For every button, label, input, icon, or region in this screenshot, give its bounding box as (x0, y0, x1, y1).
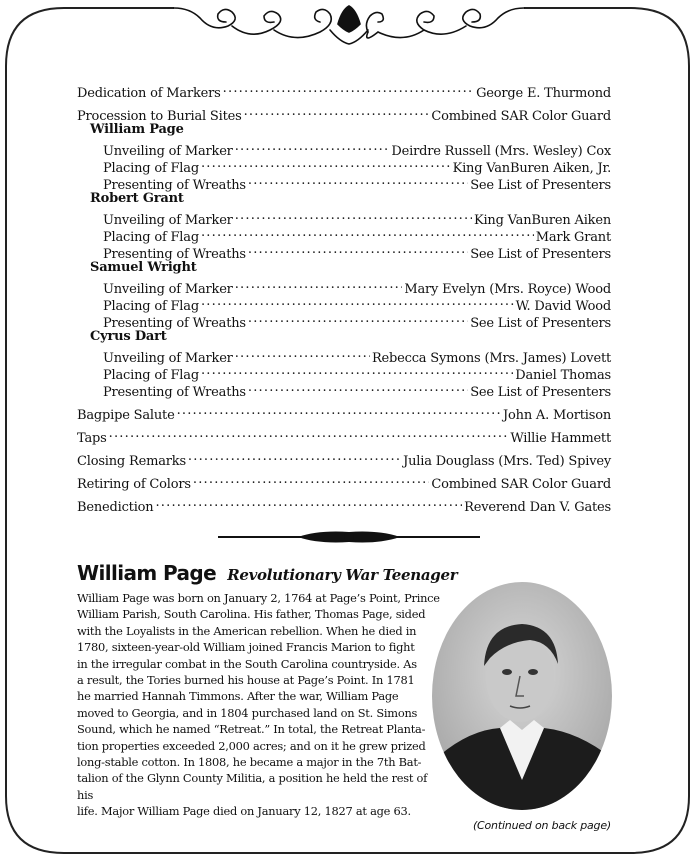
dot-leader (248, 310, 468, 327)
program-item (77, 402, 611, 423)
program-item (77, 448, 611, 469)
program-item (77, 425, 611, 446)
dot-leader (223, 80, 474, 97)
program-subheading: William Page (90, 122, 184, 137)
program-subheading: Samuel Wright (90, 260, 197, 275)
bio-line: talion of the Glynn County Militia, a position he held the rest of his (77, 771, 428, 802)
program-item-value: Julia Douglass (Mrs. Ted) Spivey (403, 454, 611, 469)
bio-line: a result, the Tories burned his house at Page’s Point. In 1781 (77, 673, 415, 688)
program-item-value: King VanBuren Aiken (473, 213, 611, 228)
program-item-label: Benediction (77, 500, 154, 515)
dot-leader (201, 155, 451, 172)
program-item-value: Mark Grant (535, 230, 611, 245)
dot-leader (201, 362, 513, 379)
dot-leader (177, 402, 501, 419)
program-item-value: Mary Evelyn (Mrs. Royce) Wood (404, 282, 611, 297)
dot-leader (235, 207, 472, 224)
program-item-value: Reverend Dan V. Gates (464, 500, 611, 515)
program-item-label: Presenting of Wreaths (103, 385, 246, 400)
dot-leader (244, 103, 430, 120)
bio-line: long-stable cotton. In 1808, he became a major in the 7th Bat- (77, 755, 422, 770)
program-subitem (77, 207, 611, 228)
program-item-label: Presenting of Wreaths (103, 316, 246, 331)
program-item-value: George E. Thurmond (476, 86, 611, 101)
program-subitem (77, 345, 611, 366)
program-item-value: Deirdre Russell (Mrs. Wesley) Cox (391, 144, 611, 159)
bio-line: tion properties exceeded 2,000 acres; and on it he grew prized (77, 738, 426, 753)
continued-note: (Continued on back page) (472, 819, 611, 832)
dot-leader (248, 379, 468, 396)
program-item-label: Unveiling of Marker (103, 144, 233, 159)
bio-line: William Page was born on January 2, 1764 at Page’s Point, Prince (77, 591, 440, 605)
ornament-flourish-top (170, 0, 528, 52)
dot-leader (201, 224, 534, 241)
program-item-value: See List of Presenters (470, 385, 611, 400)
program-subitem (77, 276, 611, 297)
dot-leader (201, 293, 514, 310)
program-item-label: Placing of Flag (103, 230, 199, 245)
bio-title (77, 561, 457, 585)
program-item-value: Rebecca Symons (Mrs. James) Lovett (371, 351, 611, 366)
program-item-label: Presenting of Wreaths (103, 247, 246, 262)
dot-leader (188, 448, 401, 465)
bio-subtitle: Revolutionary War Teenager (227, 566, 458, 584)
bio-name: William Page (77, 561, 217, 585)
program-subheading: Robert Grant (90, 191, 184, 206)
program-item-label: Closing Remarks (77, 454, 186, 469)
program-item (77, 103, 611, 124)
program-item-value: W. David Wood (515, 299, 611, 314)
dot-leader (193, 471, 429, 488)
program-item-value: King VanBuren Aiken, Jr. (452, 161, 611, 176)
program-item-label: Placing of Flag (103, 161, 199, 176)
bio-line: life. Major William Page died on January 12, 1827 at age 63. (77, 804, 411, 819)
program-subheading: Cyrus Dart (90, 329, 167, 344)
program-list (77, 80, 611, 515)
program-item-label: Taps (77, 431, 107, 446)
bio-line: 1780, sixteen-year-old William joined Francis Marion to fight (77, 640, 415, 655)
bio-line: he married Hannah Timmons. After the war, William Page (77, 689, 399, 704)
program-item-label: Unveiling of Marker (103, 213, 233, 228)
program-item (77, 80, 611, 101)
dot-leader (235, 345, 370, 362)
program-item-value: Willie Hammett (510, 431, 611, 446)
portrait-image (430, 580, 614, 812)
ornament-divider (218, 530, 480, 544)
program-item-label: Placing of Flag (103, 368, 199, 383)
program-item-value: See List of Presenters (470, 178, 611, 193)
program-item-value: See List of Presenters (470, 247, 611, 262)
program-item-label: Procession to Burial Sites (77, 109, 242, 124)
program-item-label: Presenting of Wreaths (103, 178, 246, 193)
program-item-label: Unveiling of Marker (103, 282, 233, 297)
program-item-label: Retiring of Colors (77, 477, 191, 492)
dot-leader (248, 172, 468, 189)
bio-line: Sound, which he named “Retreat.” In total, the Retreat Planta- (77, 722, 426, 737)
program-item-value: See List of Presenters (470, 316, 611, 331)
program-item-label: Bagpipe Salute (77, 408, 175, 423)
program-item-value: Combined SAR Color Guard (431, 477, 611, 492)
bio-text (77, 590, 442, 820)
program-item-label: Dedication of Markers (77, 86, 221, 101)
bio-line: with the Loyalists in the American rebellion. When he died in (77, 623, 417, 638)
bio-line: in the irregular combat in the South Carolina countryside. As (77, 656, 417, 671)
dot-leader (155, 494, 462, 511)
bio-line: William Parish, South Carolina. His father, Thomas Page, sided (77, 607, 426, 622)
dot-leader (109, 425, 509, 442)
dot-leader (235, 138, 390, 155)
program-item-value: Daniel Thomas (515, 368, 611, 383)
program-item-value: Combined SAR Color Guard (431, 109, 611, 124)
dot-leader (248, 241, 468, 258)
bio-line: moved to Georgia, and in 1804 purchased land on St. Simons (77, 705, 418, 720)
dot-leader (235, 276, 403, 293)
program-item-label: Unveiling of Marker (103, 351, 233, 366)
program-item-label: Placing of Flag (103, 299, 199, 314)
program-item (77, 471, 611, 492)
program-subitem (77, 138, 611, 159)
program-item (77, 494, 611, 515)
program-item-value: John A. Mortison (503, 408, 611, 423)
